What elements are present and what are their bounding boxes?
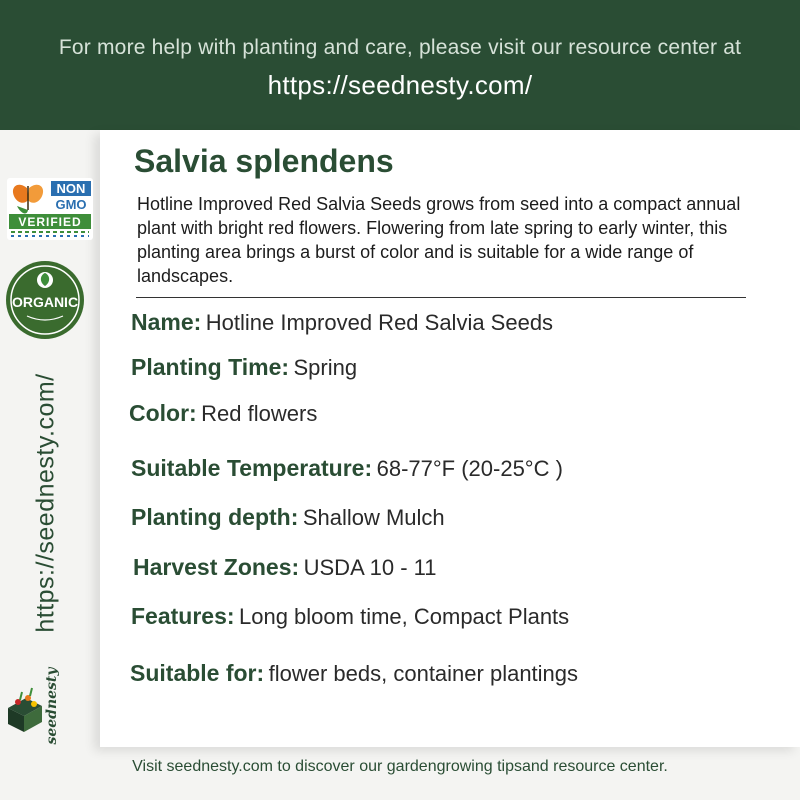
spec-label: Planting depth: — [131, 504, 299, 530]
footer-note: Visit seednesty.com to discover our gardengrowing tipsand resource center. — [132, 758, 668, 775]
organic-badge — [5, 260, 85, 340]
spec-row-planting-depth — [131, 504, 445, 531]
product-description: Hotline Improved Red Salvia Seeds grows from seed into a compact annual plant with bright red flowers. Flowering from late spring to early winter, this planting area brings a burst of color and is suitable for a wide range of landscapes. — [137, 194, 741, 286]
spec-label: Suitable Temperature: — [131, 455, 373, 481]
spec-value: Hotline Improved Red Salvia Seeds — [205, 310, 554, 335]
non-gmo-verified-badge — [7, 178, 93, 240]
spec-row-name — [131, 309, 553, 336]
top-banner — [0, 0, 800, 130]
spec-value: Shallow Mulch — [302, 505, 445, 530]
spec-row-suitable-for — [130, 660, 578, 687]
spec-label: Planting Time: — [131, 354, 290, 380]
spec-row-planting-time — [131, 354, 357, 381]
spec-row-color — [129, 400, 317, 427]
vertical-url-link[interactable]: https://seednesty.com/ — [31, 373, 60, 633]
spec-value: USDA 10 - 11 — [303, 555, 437, 580]
leaf-icon — [37, 272, 53, 288]
banner-url-link[interactable]: https://seednesty.com/ — [267, 70, 533, 100]
spec-row-features — [131, 603, 569, 630]
spec-value: flower beds, container plantings — [268, 661, 579, 686]
organic-text: ORGANIC — [11, 294, 79, 310]
spec-value: Spring — [293, 355, 358, 380]
spec-label: Harvest Zones: — [133, 554, 300, 580]
spec-label: Features: — [131, 603, 235, 629]
plant-box-icon — [8, 688, 42, 732]
spec-value: Red flowers — [201, 401, 318, 426]
nongmo-bottom-text: VERIFIED — [18, 215, 82, 229]
spec-row-harvest-zones — [133, 554, 437, 581]
banner-help-text: For more help with planting and care, please visit our resource center at — [58, 36, 742, 59]
spec-label: Suitable for: — [130, 660, 265, 686]
spec-value: 68-77°F (20-25°C ) — [376, 456, 563, 481]
brand-logo-text: seednesty — [44, 667, 60, 745]
spec-value: Long bloom time, Compact Plants — [239, 604, 570, 629]
product-title: Salvia splendens — [134, 143, 394, 179]
spec-label: Name: — [131, 309, 202, 335]
spec-row-temperature — [131, 455, 563, 482]
nongmo-middle-text: GMO — [55, 197, 87, 212]
seednesty-logo — [4, 662, 68, 746]
section-divider — [136, 297, 746, 298]
spec-label: Color: — [129, 400, 197, 426]
nongmo-top-text: NON — [56, 181, 86, 196]
